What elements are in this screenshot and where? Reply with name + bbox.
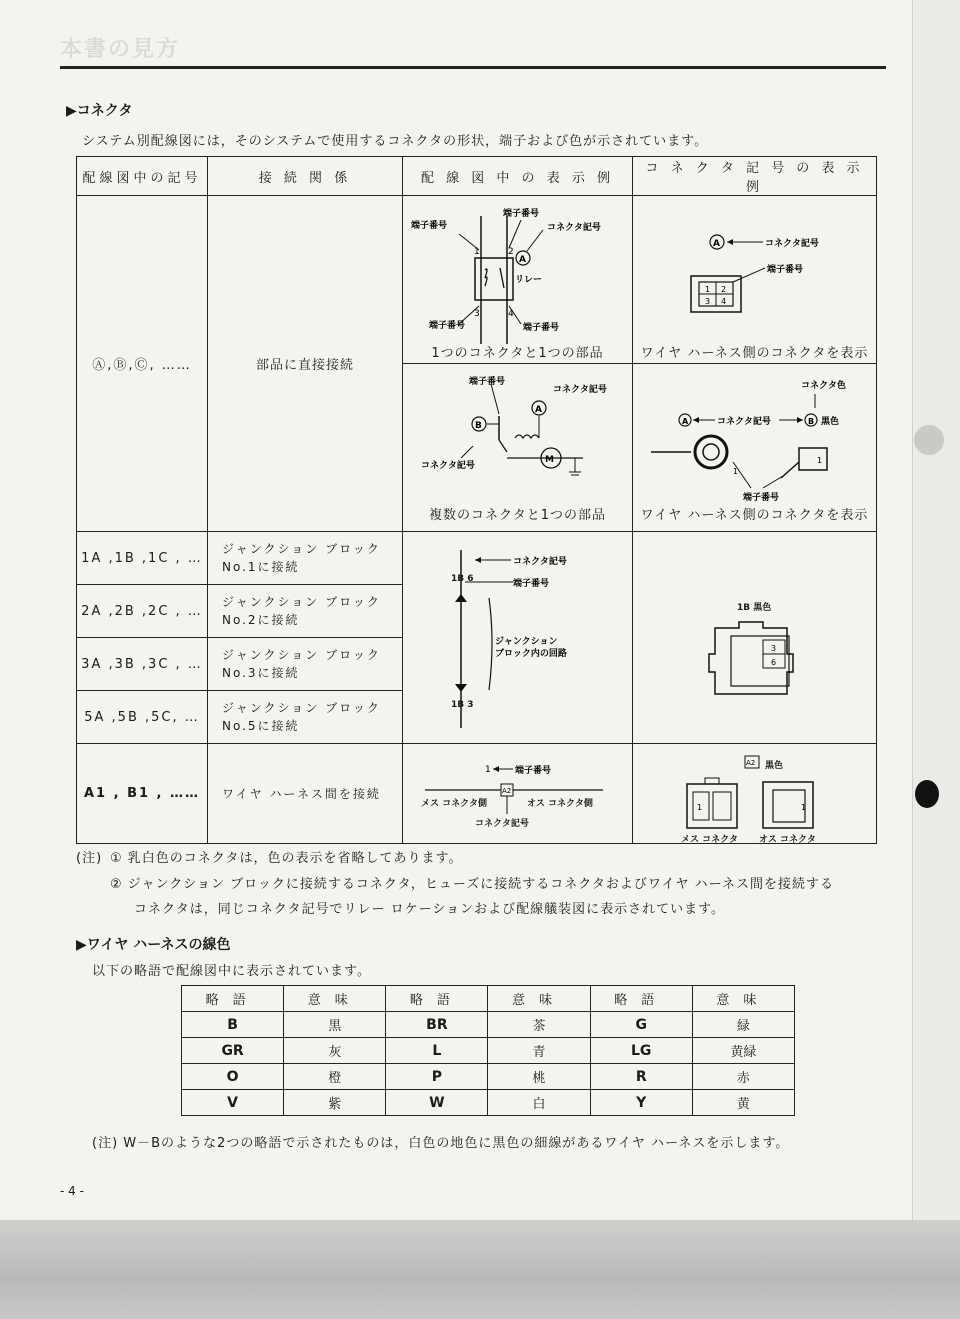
relation-cell-junction-3	[208, 638, 403, 691]
wire-header-meaning: 意味	[488, 986, 590, 1012]
svg-text:ジャンクション: ジャンクション	[495, 637, 558, 647]
svg-text:リレー: リレー	[515, 275, 543, 285]
wire-meaning: 白	[488, 1090, 590, 1116]
scanner-bed-strip	[0, 1220, 960, 1319]
svg-text:端子番号: 端子番号	[743, 493, 780, 503]
code-example-junction	[633, 532, 877, 744]
a2-color-label: 黒色	[765, 761, 784, 771]
svg-text:コネクタ記号: コネクタ記号	[547, 223, 601, 233]
relation-cell-junction-2	[208, 585, 403, 638]
caption-multi-connector: 複数のコネクタと1つの部品	[428, 508, 606, 523]
junction-3-line2: No.3に接続	[222, 666, 300, 680]
svg-text:6: 6	[771, 658, 777, 667]
column-header-diagram-example: 配 線 図 中 の 表 示 例	[403, 157, 633, 196]
display-wire-harness-2: ワイヤ ハーネス側のコネクタを表示	[640, 508, 869, 523]
svg-text:4: 4	[721, 297, 727, 306]
relation-cell-harness: ワイヤ ハーネス間を接続	[208, 744, 403, 844]
relation-cell-junction-5	[208, 691, 403, 744]
svg-text:2: 2	[508, 247, 514, 257]
svg-text:コネクタ記号: コネクタ記号	[553, 385, 607, 395]
svg-text:1: 1	[697, 803, 703, 812]
svg-text:3: 3	[474, 309, 480, 319]
note-prefix: (注)	[76, 851, 103, 866]
svg-text:端子番号: 端子番号	[515, 766, 552, 776]
svg-text:1: 1	[705, 285, 711, 294]
junction-2-line1: ジャンクション ブロック	[222, 595, 381, 609]
code-example-harness	[633, 744, 877, 844]
svg-text:端子番号: 端子番号	[411, 221, 448, 231]
male-connector-label: オス コネクタ	[759, 835, 816, 845]
table-row	[182, 1064, 795, 1090]
display-wire-harness-1: ワイヤ ハーネス側のコネクタを表示	[640, 346, 869, 361]
junction-2-line2: No.2に接続	[222, 613, 300, 627]
relation-cell-junction-1	[208, 532, 403, 585]
svg-text:2: 2	[721, 285, 727, 294]
table-row	[182, 1038, 795, 1064]
harness-diagram-graphic	[403, 744, 633, 844]
svg-text:3: 3	[771, 644, 777, 653]
svg-text:端子番号: 端子番号	[513, 579, 550, 589]
junction-1-line1: ジャンクション ブロック	[222, 542, 381, 556]
wire-note: (注) W－Bのような2つの略語で示されたものは，白色の地色に黒色の細線があるワイヤ ハーネスを示します。	[92, 1136, 790, 1151]
svg-text:端子番号: 端子番号	[429, 321, 466, 331]
svg-text:ブロック内の回路: ブロック内の回路	[495, 649, 567, 659]
diagram-example-motor	[403, 364, 633, 532]
female-connector-label: メス コネクタ	[681, 835, 738, 845]
harness-code-label: コネクタ記号	[475, 819, 529, 829]
wire-abbr: GR	[182, 1038, 284, 1064]
svg-text:コネクタ記号: コネクタ記号	[765, 239, 819, 249]
wire-meaning: 橙	[284, 1064, 386, 1090]
svg-text:端子番号: 端子番号	[469, 377, 506, 387]
svg-text:端子番号: 端子番号	[503, 209, 540, 219]
relation-cell-direct: 部品に直接接続	[208, 196, 403, 532]
junction-5-line2: No.5に接続	[222, 719, 300, 733]
svg-text:B: B	[475, 421, 482, 431]
svg-text:1: 1	[485, 765, 491, 775]
header-rule	[60, 66, 886, 69]
binder-hole-mark	[914, 425, 944, 455]
wire-meaning: 赤	[692, 1064, 794, 1090]
wire-meaning: 黒	[284, 1012, 386, 1038]
wire-meaning: 灰	[284, 1038, 386, 1064]
column-header-relation: 接 続 関 係	[208, 157, 403, 196]
svg-text:4: 4	[508, 309, 514, 319]
svg-text:コネクタ記号: コネクタ記号	[513, 557, 567, 567]
code-example-relay	[633, 196, 877, 364]
wire-header-meaning: 意味	[692, 986, 794, 1012]
svg-text:コネクタ色: コネクタ色	[801, 381, 846, 391]
symbol-cell-junction-3: 3A ,3B ,3C , …	[77, 638, 208, 691]
svg-text:コネクタ記号: コネクタ記号	[421, 461, 475, 471]
wire-meaning: 黄	[692, 1090, 794, 1116]
svg-text:A: A	[682, 417, 689, 426]
svg-text:コネクタ記号: コネクタ記号	[717, 417, 771, 427]
wire-abbr: B	[182, 1012, 284, 1038]
relay-diagram-graphic	[403, 196, 633, 364]
symbol-cell-harness: A1 , B1 , ……	[77, 744, 208, 844]
symbol-cell-junction-1: 1A ,1B ,1C , …	[77, 532, 208, 585]
connector-table	[76, 156, 877, 844]
table-row	[182, 1090, 795, 1116]
svg-text:A2: A2	[502, 787, 512, 795]
wire-abbr: LG	[590, 1038, 692, 1064]
female-side-label: メス コネクタ側	[421, 799, 487, 809]
note-1: ① 乳白色のコネクタは，色の表示を省略してあります。	[110, 851, 463, 866]
svg-text:1: 1	[474, 247, 480, 257]
symbol-cell-junction-5: 5A ,5B ,5C, …	[77, 691, 208, 744]
table-row-junction-1	[77, 532, 877, 585]
wire-meaning: 黄緑	[692, 1038, 794, 1064]
junction-diagram-graphic	[403, 532, 633, 744]
table-row	[182, 1012, 795, 1038]
svg-text:A2: A2	[746, 759, 756, 767]
junction-3-line1: ジャンクション ブロック	[222, 648, 381, 662]
svg-text:端子番号: 端子番号	[767, 265, 804, 275]
column-header-symbol: 配線図中の記号	[77, 157, 208, 196]
note-2-line1: ② ジャンクション ブロックに接続するコネクタ，ヒューズに接続するコネクタおよびワイヤ ハーネス間を接続する	[110, 877, 835, 892]
harness-connectors-graphic	[633, 744, 877, 844]
page-number: - 4 -	[60, 1184, 84, 1198]
wire-abbr: W	[386, 1090, 488, 1116]
svg-text:1: 1	[733, 467, 739, 476]
svg-text:A: A	[519, 255, 526, 265]
male-side-label: オス コネクタ側	[527, 799, 593, 809]
table-row-harness	[77, 744, 877, 844]
jb-color-label: 1B 黒色	[737, 603, 772, 613]
svg-text:端子番号: 端子番号	[523, 323, 560, 333]
wire-header-abbr: 略語	[590, 986, 692, 1012]
diagram-example-relay	[403, 196, 633, 364]
wire-abbr: V	[182, 1090, 284, 1116]
wire-abbr: P	[386, 1064, 488, 1090]
code-example-motor	[633, 364, 877, 532]
connector-section-title: ▶コネクタ	[66, 103, 133, 119]
connector-table-header	[77, 157, 877, 196]
junction-block-graphic	[633, 532, 877, 744]
svg-text:黒色: 黒色	[821, 417, 840, 427]
binder-hole-shadow	[915, 780, 939, 808]
wire-abbr: Y	[590, 1090, 692, 1116]
wire-section-title: ▶ワイヤ ハーネスの線色	[76, 937, 231, 953]
jb-code-bottom: 1B 3	[451, 700, 474, 710]
svg-text:A: A	[713, 239, 720, 249]
wire-header-abbr: 略語	[386, 986, 488, 1012]
junction-1-line2: No.1に接続	[222, 560, 300, 574]
junction-5-line1: ジャンクション ブロック	[222, 701, 381, 715]
wire-abbr: O	[182, 1064, 284, 1090]
symbol-cell-junction-2: 2A ,2B ,2C , …	[77, 585, 208, 638]
wire-abbr: R	[590, 1064, 692, 1090]
wire-meaning: 緑	[692, 1012, 794, 1038]
caption-single-connector: 1つのコネクタと1つの部品	[431, 346, 604, 361]
svg-text:A: A	[535, 405, 542, 415]
svg-text:1: 1	[801, 803, 807, 812]
symbol-cell-direct: Ⓐ,Ⓑ,Ⓒ, ……	[77, 196, 208, 532]
wire-intro: 以下の略語で配線図中に表示されています。	[92, 964, 371, 979]
wire-meaning: 紫	[284, 1090, 386, 1116]
wire-color-table	[181, 985, 795, 1116]
wire-header-meaning: 意味	[284, 986, 386, 1012]
wire-header-abbr: 略語	[182, 986, 284, 1012]
wire-table-header	[182, 986, 795, 1012]
wire-abbr: G	[590, 1012, 692, 1038]
svg-text:1: 1	[817, 456, 823, 465]
table-row-direct-1	[77, 196, 877, 364]
wire-meaning: 青	[488, 1038, 590, 1064]
wire-meaning: 茶	[488, 1012, 590, 1038]
connector-code-graphic	[633, 196, 877, 364]
connector-intro: システム別配線図には，そのシステムで使用するコネクタの形状，端子および色が示されています。	[82, 134, 709, 149]
note-2-line2: コネクタは，同じコネクタ記号でリレー ロケーションおよび配線艤装図に表示されています。	[134, 902, 726, 917]
jb-code-top: 1B 6	[451, 574, 474, 584]
column-header-connector-code-example: コ ネ ク タ 記 号 の 表 示 例	[633, 157, 877, 196]
diagram-example-junction	[403, 532, 633, 744]
diagram-example-harness	[403, 744, 633, 844]
svg-text:M: M	[545, 455, 554, 465]
svg-text:3: 3	[705, 297, 711, 306]
wire-abbr: BR	[386, 1012, 488, 1038]
wire-meaning: 桃	[488, 1064, 590, 1090]
wire-abbr: L	[386, 1038, 488, 1064]
svg-text:B: B	[808, 417, 815, 426]
faint-header: 本書の見方	[60, 37, 181, 62]
